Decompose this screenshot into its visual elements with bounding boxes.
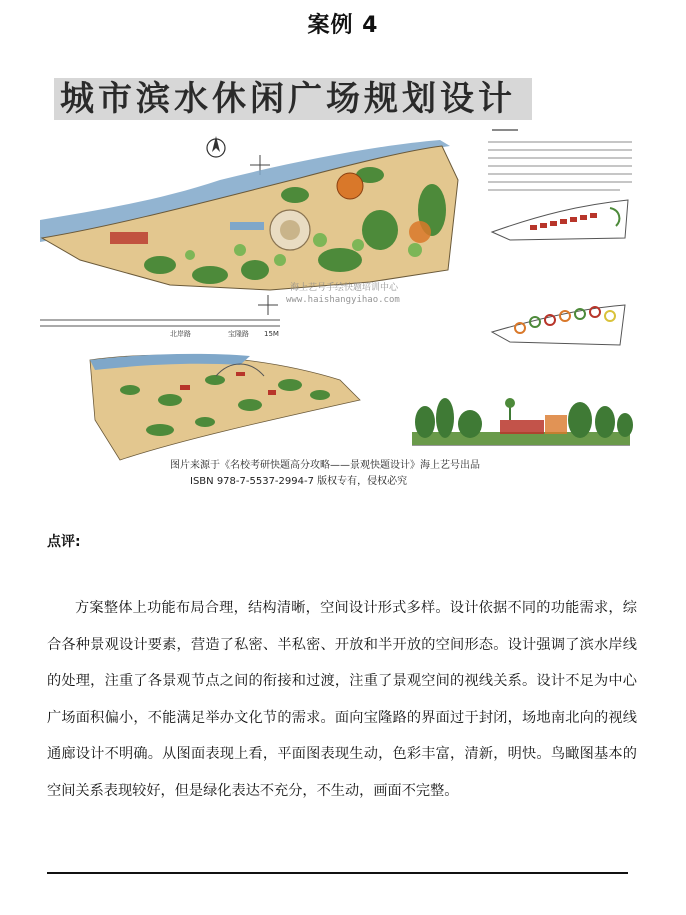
isbn-line: ISBN 978-7-5537-2994-7 版权专有，侵权必究 — [190, 476, 408, 487]
plate-title: 城市滨水休闲广场规划设计 — [60, 79, 516, 119]
design-plate-image — [40, 60, 644, 498]
credit-line: 图片来源于《名校考研快题高分攻略——景观快题设计》海上艺号出品 — [170, 460, 480, 471]
review-paragraph: 方案整体上功能布局合理，结构清晰，空间设计形式多样。设计依据不同的功能需求，综合各种景观设计要素，营造了私密、半私密、开放和半开放的空间形态。设计强调了滨水岸线的处理，注重了各景观节点之间的衔接和过渡，注重了景观空间的视线关系。设计不足为中心广场面积偏小，不能满足举办文化节的需求。面向宝隆路的界面过于封闭，场地南北向的视线通廊设计不明确。从图面表现上看，平面图表现生动，色彩丰富，清新，明快。鸟瞰图基本的空间关系表现较好，但是绿化表达不充分，不生动，画面不完整。 — [47, 600, 637, 799]
scale-label: 15M — [264, 330, 279, 338]
road-label-1: 北岸路 — [170, 330, 191, 338]
watermark-url: www.haishangyihao.com — [286, 295, 400, 305]
road-label-2: 宝隆路 — [228, 330, 249, 338]
watermark-cn: 海上艺号手绘快题培训中心 — [290, 283, 399, 293]
footer-divider — [47, 872, 628, 874]
design-plate-drawing — [40, 60, 644, 498]
case-title: 案例 4 — [307, 13, 379, 38]
review-heading: 点评: — [47, 534, 81, 550]
